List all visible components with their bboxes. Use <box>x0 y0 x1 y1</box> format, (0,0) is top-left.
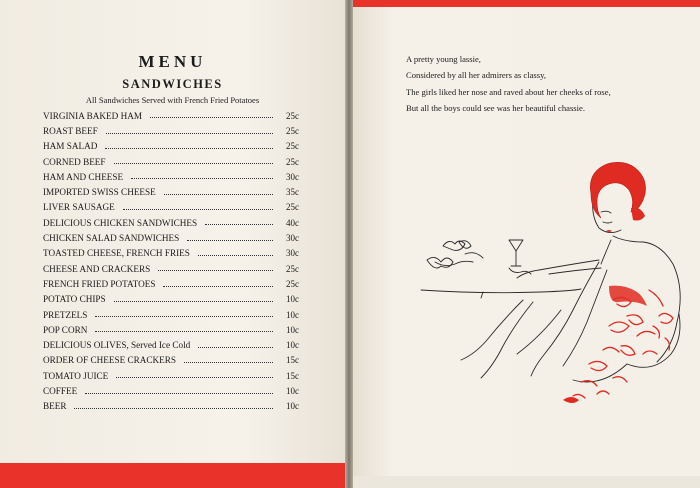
dot-leader <box>85 392 273 394</box>
menu-item-name: POTATO CHIPS <box>43 294 106 305</box>
menu-item-name: IMPORTED SWISS CHEESE <box>43 187 156 198</box>
menu-item-name: CHEESE AND CRACKERS <box>43 263 151 274</box>
menu-item-price: 25c <box>286 156 299 167</box>
menu-item-name: DELICIOUS CHICKEN SANDWICHES <box>43 217 198 228</box>
dot-leader <box>95 330 273 332</box>
dot-leader <box>205 223 273 225</box>
menu-item <box>43 307 299 322</box>
menu-item-price: 10c <box>286 294 299 305</box>
menu-item-name: CORNED BEEF <box>43 156 106 167</box>
menu-item <box>43 230 299 245</box>
menu-page-right <box>353 0 700 488</box>
dot-leader <box>158 269 273 271</box>
menu-item <box>43 292 299 307</box>
menu-item-name: PRETZELS <box>43 309 88 320</box>
pinup-illustration <box>413 150 700 420</box>
menu-item-list <box>43 108 299 414</box>
menu-item-name: HAM AND CHEESE <box>43 171 124 182</box>
menu-item-price: 25c <box>286 125 299 136</box>
menu-item <box>43 337 299 352</box>
menu-item-price: 40c <box>286 217 299 228</box>
dot-leader <box>150 116 273 118</box>
menu-item-price: 25c <box>286 141 299 152</box>
menu-item-name: POP CORN <box>43 324 88 335</box>
dot-leader <box>114 162 273 164</box>
menu-item-name: CHICKEN SALAD SANDWICHES <box>43 233 180 244</box>
menu-item-price: 30c <box>286 233 299 244</box>
menu-item-price: 15c <box>286 355 299 366</box>
menu-item-name: VIRGINIA BAKED HAM <box>43 110 143 121</box>
menu-item-price: 35c <box>286 187 299 198</box>
dot-leader <box>105 147 273 149</box>
menu-item-name: LIVER SAUSAGE <box>43 202 115 213</box>
menu-item <box>43 383 299 398</box>
menu-item-name: DELICIOUS OLIVES, Served Ice Cold <box>43 340 191 351</box>
menu-item-name: COFFEE <box>43 385 78 396</box>
menu-item-price: 30c <box>286 171 299 182</box>
menu-item <box>43 368 299 383</box>
menu-item <box>43 276 299 291</box>
poem-line: But all the boys could see was her beautiful chassie. <box>406 102 585 113</box>
menu-item-price: 10c <box>286 309 299 320</box>
menu-item <box>43 200 299 215</box>
dot-leader <box>163 285 273 287</box>
dot-leader <box>164 193 273 195</box>
page-bottom-edge <box>353 476 700 488</box>
poem-line: The girls liked her nose and raved about her cheeks of rose, <box>406 86 611 97</box>
dot-leader <box>198 254 273 256</box>
menu-item <box>43 399 299 414</box>
menu-item-price: 15c <box>286 370 299 381</box>
book-gutter <box>345 0 353 488</box>
menu-item-price: 30c <box>286 248 299 259</box>
section-title: SANDWICHES <box>122 77 223 91</box>
dot-leader <box>187 239 273 241</box>
menu-item-name: TOASTED CHEESE, FRENCH FRIES <box>43 248 190 259</box>
menu-item-price: 10c <box>286 401 299 412</box>
dot-leader <box>184 361 273 363</box>
menu-item <box>43 139 299 154</box>
red-top-band <box>353 0 700 7</box>
poem-line: Considered by all her admirers as classy, <box>406 70 547 81</box>
menu-item-price: 25c <box>286 278 299 289</box>
menu-item <box>43 184 299 199</box>
menu-page-left <box>0 0 345 488</box>
menu-item <box>43 261 299 276</box>
menu-item-price: 10c <box>286 340 299 351</box>
menu-item-name: ROAST BEEF <box>43 125 98 136</box>
menu-item-name: ORDER OF CHEESE CRACKERS <box>43 355 176 366</box>
red-bottom-band <box>0 463 345 488</box>
dot-leader <box>114 300 273 302</box>
poem <box>406 51 696 116</box>
section-note: All Sandwiches Served with French Fried Potatoes <box>85 95 260 105</box>
dot-leader <box>131 177 273 179</box>
menu-item-price: 10c <box>286 324 299 335</box>
menu-item <box>43 353 299 368</box>
dot-leader <box>123 208 273 210</box>
menu-item-price: 25c <box>286 263 299 274</box>
dot-leader <box>198 346 273 348</box>
dot-leader <box>95 315 273 317</box>
menu-title: MENU <box>138 52 207 71</box>
menu-item <box>43 108 299 123</box>
menu-item-name: FRENCH FRIED POTATOES <box>43 278 156 289</box>
menu-item-name: TOMATO JUICE <box>43 370 109 381</box>
dot-leader <box>116 376 273 378</box>
menu-item <box>43 215 299 230</box>
menu-item <box>43 246 299 261</box>
menu-item-price: 25c <box>286 110 299 121</box>
menu-item <box>43 154 299 169</box>
menu-item-name: HAM SALAD <box>43 141 98 152</box>
menu-item <box>43 322 299 337</box>
dot-leader <box>74 407 273 409</box>
poem-line: A pretty young lassie, <box>406 54 481 64</box>
menu-item <box>43 123 299 138</box>
flower-icon <box>427 257 453 268</box>
menu-item-price: 10c <box>286 385 299 396</box>
menu-item-name: BEER <box>43 401 67 412</box>
dot-leader <box>106 132 273 134</box>
menu-item <box>43 169 299 184</box>
menu-item-price: 25c <box>286 202 299 213</box>
